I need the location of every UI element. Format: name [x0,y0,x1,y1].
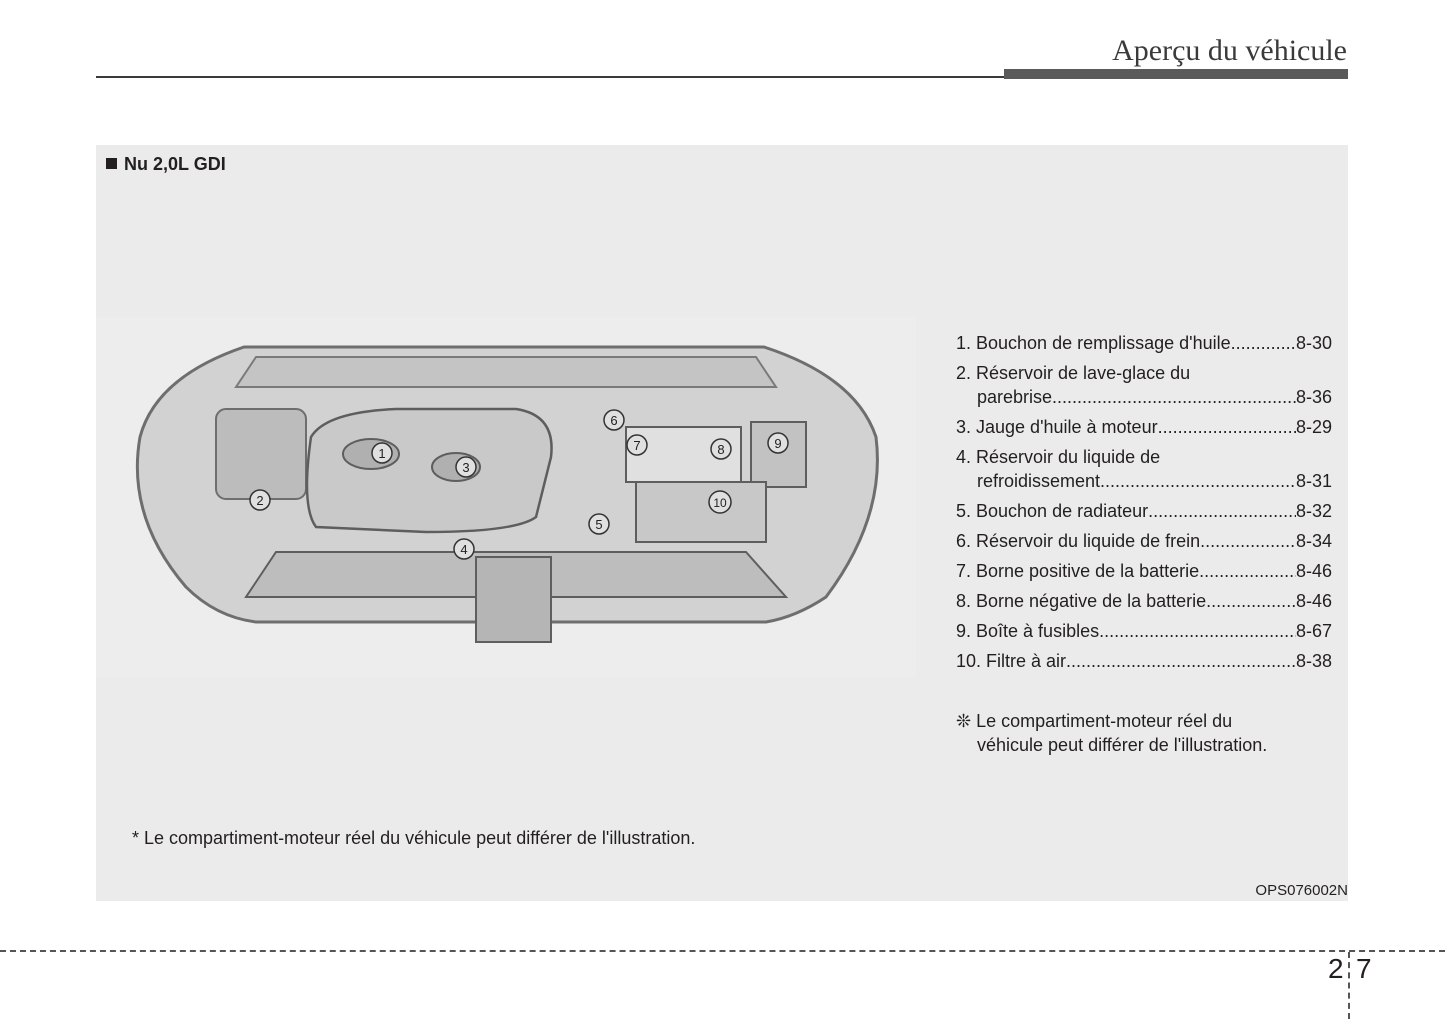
list-item-page: 8-31 [1295,471,1332,491]
list-item-line [956,559,1332,583]
callout-8 [711,439,731,459]
note-line-2: véhicule peut différer de l'illustration. [977,735,1268,755]
list-item [956,361,1332,409]
list-item-label: refroidissement [977,471,1101,491]
footer-dashed-rule [0,950,1445,952]
list-item-label: 1. Bouchon de remplissage d'huile [956,333,1231,353]
list-item [956,589,1332,613]
leader-dots [1199,559,1296,583]
callout-3 [456,457,476,477]
list-item-line [956,619,1332,643]
leader-dots [1158,415,1296,439]
callout-5 [589,514,609,534]
image-code: OPS076002N [1255,882,1348,899]
section-heading-text: Nu 2,0L GDI [124,154,226,174]
content-panel [96,145,1348,901]
list-item [956,529,1332,553]
list-item-label: 7. Borne positive de la batterie [956,561,1200,581]
list-item-page: 8-46 [1295,591,1332,611]
callout-4 [454,539,474,559]
header-rule [96,76,1006,78]
list-item-page: 8-30 [1295,333,1332,353]
footer-dashed-divider [1348,952,1350,1019]
svg-text:1: 1 [378,446,386,461]
list-item-label: 5. Bouchon de radiateur [956,501,1149,521]
list-item-line [956,529,1332,553]
note-line-1: ❊ Le compartiment-moteur réel du [956,711,1233,731]
list-item-page: 8-46 [1295,561,1332,581]
list-item-line [956,649,1332,673]
svg-text:2: 2 [256,493,264,508]
svg-text:6: 6 [610,413,618,428]
list-item [956,619,1332,643]
list-item [956,415,1332,439]
list-item-line [956,499,1332,523]
svg-text:3: 3 [462,460,470,475]
list-item [956,331,1332,355]
leader-dots [1206,589,1296,613]
callout-1 [372,443,392,463]
illustration-note [956,709,1332,757]
callout-7 [627,435,647,455]
list-item-line [956,385,1332,409]
list-item-page: 8-29 [1295,417,1332,437]
callout-10 [709,491,731,513]
square-bullet-icon [106,158,117,169]
list-item-line [956,361,1332,385]
list-item [956,445,1332,493]
list-item-line [956,331,1332,355]
list-item-label: 9. Boîte à fusibles [956,621,1100,641]
list-item-line [956,469,1332,493]
list-item-line [956,589,1332,613]
leader-dots [1200,529,1296,553]
list-item-label: 3. Jauge d'huile à moteur [956,417,1158,437]
svg-text:7: 7 [633,438,641,453]
list-item [956,559,1332,583]
list-item-label: 8. Borne négative de la batterie [956,591,1207,611]
list-item [956,649,1332,673]
svg-text:8: 8 [717,442,725,457]
list-item-label: 10. Filtre à air [956,651,1067,671]
leader-dots [1066,649,1296,673]
svg-text:4: 4 [460,542,468,557]
list-item [956,499,1332,523]
fuse-box [751,422,806,487]
list-item-label: 4. Réservoir du liquide de [956,447,1161,467]
washer-reservoir [216,409,306,499]
svg-text:10: 10 [713,496,727,510]
list-item-page: 8-34 [1295,531,1332,551]
component-list [956,331,1332,679]
header-accent-bar [1004,69,1348,79]
leader-dots [1052,385,1296,409]
list-item-label: 6. Réservoir du liquide de frein [956,531,1201,551]
list-item-page: 8-67 [1295,621,1332,641]
list-item-line [956,415,1332,439]
engine-cover [307,409,552,532]
leader-dots [1148,499,1296,523]
leader-dots [1099,619,1296,643]
chapter-number: 2 [1328,953,1344,984]
footnote: * Le compartiment-moteur réel du véhicule peut différer de l'illustration. [132,828,696,848]
engine-compartment-illustration [96,317,916,677]
callout-9 [768,433,788,453]
page-header-title: Aperçu du véhicule [1112,34,1347,67]
callout-2 [250,490,270,510]
section-heading [106,154,226,175]
page-number: 7 [1356,953,1372,984]
leader-dots [1100,469,1296,493]
list-item-page: 8-38 [1295,651,1332,671]
list-item-label: 2. Réservoir de lave-glace du [956,363,1191,383]
list-item-page: 8-36 [1295,387,1332,407]
callout-6 [604,410,624,430]
svg-text:5: 5 [595,517,603,532]
list-item-label: parebrise [977,387,1053,407]
svg-text:9: 9 [774,436,782,451]
air-filter [636,482,766,542]
list-item-line [956,445,1332,469]
leader-dots [1231,331,1296,355]
list-item-page: 8-32 [1295,501,1332,521]
